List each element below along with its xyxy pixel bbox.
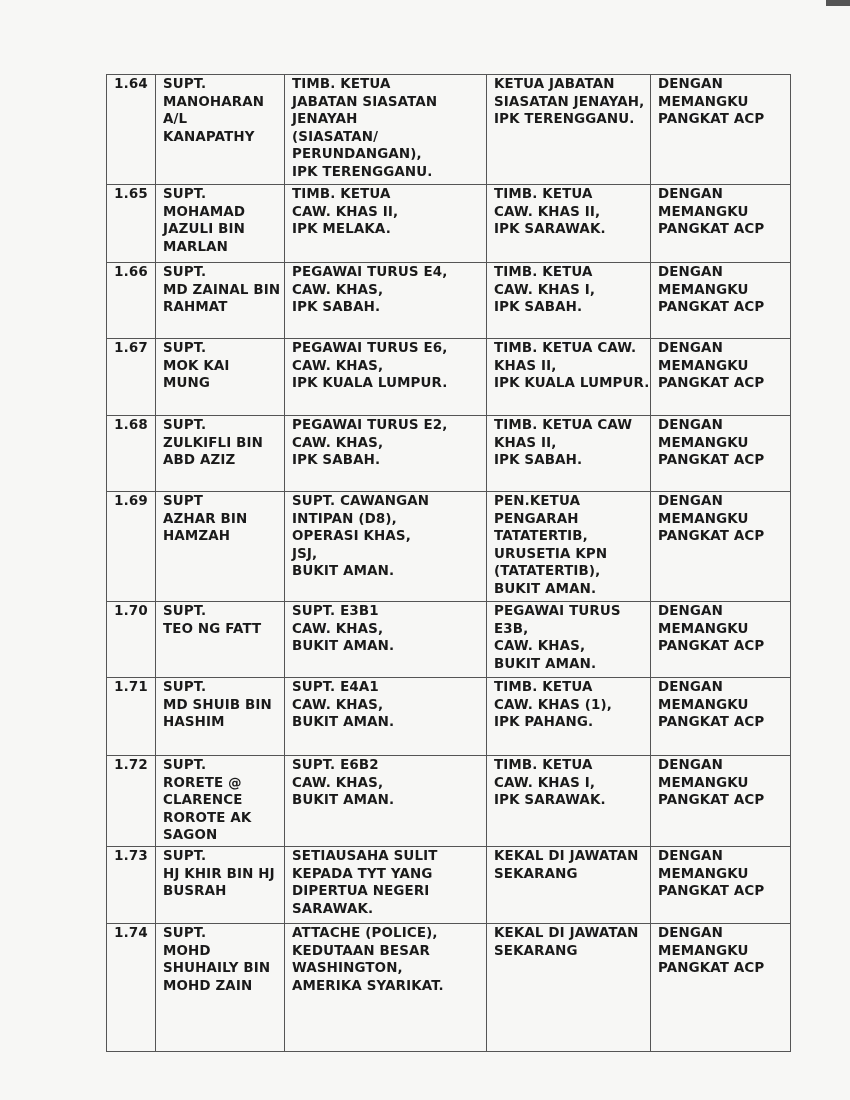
new-position-cell: [487, 492, 651, 602]
current-position-cell: [285, 602, 487, 678]
remark-line: PANGKAT ACP: [658, 453, 765, 469]
current-position-line: JSJ,: [292, 546, 318, 562]
new-position-line: SEKARANG: [494, 943, 578, 959]
new-position-line: KHAS II,: [494, 358, 557, 374]
current-position-line: IPK TERENGGANU.: [292, 164, 433, 180]
new-position-cell: [487, 185, 651, 263]
officer-name-line: MANOHARAN: [163, 94, 265, 110]
new-position-line: URUSETIA KPN: [494, 546, 608, 562]
new-position-cell: [487, 756, 651, 847]
remark-line: PANGKAT ACP: [658, 529, 765, 545]
officer-name-line: MARLAN: [163, 239, 229, 255]
officer-name-line: A/L: [163, 112, 188, 128]
current-position-line: (SIASATAN/: [292, 129, 379, 145]
new-position-line: CAW. KHAS I,: [494, 775, 596, 791]
current-position-line: IPK MELAKA.: [292, 222, 391, 238]
current-position-line: IPK KUALA LUMPUR.: [292, 376, 448, 392]
remark-line: DENGAN: [658, 494, 723, 509]
new-position-line: PEN.KETUA: [494, 494, 581, 509]
officer-posting-table: [106, 74, 791, 1052]
officer-name-line: MOK KAI: [163, 358, 230, 374]
row-number-cell: [107, 756, 156, 847]
new-position-line: BUKIT AMAN.: [494, 656, 597, 672]
remark-line: PANGKAT ACP: [658, 222, 765, 238]
remark-line: MEMANGKU: [658, 697, 749, 713]
current-position-line: CAW. KHAS,: [292, 282, 384, 298]
officer-name-line: SUPT.: [163, 187, 207, 202]
current-position-line: SARAWAK.: [292, 901, 374, 917]
remark-line: MEMANGKU: [658, 435, 749, 451]
row-number-cell: [107, 339, 156, 416]
remark-line: DENGAN: [658, 77, 723, 92]
new-position-line: TATATERTIB,: [494, 529, 588, 545]
new-position-line: KHAS II,: [494, 435, 557, 451]
remark-line: MEMANGKU: [658, 775, 749, 791]
new-position-cell: [487, 847, 651, 924]
new-position-cell: [487, 678, 651, 756]
remark-line: DENGAN: [658, 265, 723, 280]
remark-cell: [651, 263, 791, 339]
current-position-line: TIMB. KETUA: [292, 187, 391, 202]
new-position-line: (TATATERTIB),: [494, 564, 601, 580]
table-row: [107, 416, 791, 492]
officer-name-cell: [156, 678, 285, 756]
current-position-line: PEGAWAI TURUS E6,: [292, 341, 448, 356]
current-position-line: BUKIT AMAN.: [292, 564, 395, 580]
remark-cell: [651, 339, 791, 416]
row-number: 1.64: [114, 77, 148, 92]
new-position-line: IPK SARAWAK.: [494, 793, 606, 809]
new-position-line: IPK SABAH.: [494, 453, 583, 469]
current-position-cell: [285, 416, 487, 492]
officer-name-line: RAHMAT: [163, 300, 228, 316]
remark-line: MEMANGKU: [658, 94, 749, 110]
row-number-cell: [107, 924, 156, 1052]
officer-name-line: MD SHUIB BIN: [163, 697, 272, 713]
officer-name-line: MOHAMAD: [163, 204, 246, 220]
new-position-cell: [487, 416, 651, 492]
remark-line: DENGAN: [658, 758, 723, 773]
new-position-line: BUKIT AMAN.: [494, 581, 597, 597]
current-position-cell: [285, 75, 487, 185]
officer-name-cell: [156, 924, 285, 1052]
current-position-line: KEDUTAAN BESAR: [292, 943, 430, 959]
table-row: [107, 756, 791, 847]
current-position-line: JENAYAH: [292, 112, 358, 128]
row-number: 1.70: [114, 604, 148, 619]
row-number: 1.74: [114, 926, 148, 941]
current-position-line: OPERASI KHAS,: [292, 529, 411, 545]
current-position-line: PEGAWAI TURUS E4,: [292, 265, 448, 280]
new-position-cell: [487, 924, 651, 1052]
new-position-line: TIMB. KETUA: [494, 758, 593, 773]
current-position-line: JABATAN SIASATAN: [292, 94, 438, 110]
table-row: [107, 678, 791, 756]
current-position-line: AMERIKA SYARIKAT.: [292, 978, 444, 994]
remark-line: MEMANGKU: [658, 358, 749, 374]
officer-name-line: MOHD: [163, 943, 211, 959]
new-position-line: IPK PAHANG.: [494, 715, 594, 731]
row-number-cell: [107, 847, 156, 924]
table-row: [107, 924, 791, 1052]
table-row: [107, 847, 791, 924]
officer-name-cell: [156, 339, 285, 416]
current-position-line: IPK SABAH.: [292, 300, 381, 316]
new-position-line: IPK KUALA LUMPUR.: [494, 376, 650, 392]
new-position-line: IPK SABAH.: [494, 300, 583, 316]
officer-name-line: MD ZAINAL BIN: [163, 282, 281, 298]
new-position-line: TIMB. KETUA: [494, 680, 593, 695]
officer-name-line: SAGON: [163, 828, 218, 844]
remark-cell: [651, 602, 791, 678]
row-number: 1.66: [114, 265, 148, 280]
table-row: [107, 339, 791, 416]
remark-line: DENGAN: [658, 680, 723, 695]
current-position-cell: [285, 339, 487, 416]
new-position-line: PEGAWAI TURUS: [494, 604, 621, 619]
remark-line: DENGAN: [658, 604, 723, 619]
officer-name-line: MUNG: [163, 376, 210, 392]
remark-line: PANGKAT ACP: [658, 884, 765, 900]
remark-cell: [651, 678, 791, 756]
remark-line: MEMANGKU: [658, 204, 749, 220]
remark-line: MEMANGKU: [658, 282, 749, 298]
officer-name-cell: [156, 75, 285, 185]
current-position-line: INTIPAN (D8),: [292, 511, 397, 527]
officer-name-line: SUPT: [163, 494, 204, 509]
new-position-line: IPK TERENGGANU.: [494, 112, 635, 128]
remark-line: MEMANGKU: [658, 866, 749, 882]
remark-cell: [651, 924, 791, 1052]
current-position-line: PERUNDANGAN),: [292, 147, 422, 163]
officer-name-line: SUPT.: [163, 758, 207, 773]
row-number-cell: [107, 678, 156, 756]
new-position-line: SEKARANG: [494, 866, 578, 882]
remark-line: MEMANGKU: [658, 511, 749, 527]
current-position-line: BUKIT AMAN.: [292, 639, 395, 655]
officer-name-line: MOHD ZAIN: [163, 978, 253, 994]
current-position-cell: [285, 492, 487, 602]
current-position-line: DIPERTUA NEGERI: [292, 884, 430, 900]
new-position-line: PENGARAH: [494, 511, 579, 527]
officer-name-line: HJ KHIR BIN HJ: [163, 866, 275, 882]
row-number: 1.67: [114, 341, 148, 356]
current-position-line: SUPT. E3B1: [292, 604, 379, 619]
table-row: [107, 75, 791, 185]
row-number-cell: [107, 602, 156, 678]
current-position-line: CAW. KHAS,: [292, 775, 384, 791]
new-position-line: E3B,: [494, 621, 529, 637]
new-position-cell: [487, 339, 651, 416]
new-position-line: CAW. KHAS,: [494, 639, 586, 655]
current-position-cell: [285, 847, 487, 924]
current-position-cell: [285, 924, 487, 1052]
current-position-line: SUPT. E4A1: [292, 680, 379, 695]
row-number-cell: [107, 263, 156, 339]
row-number-cell: [107, 75, 156, 185]
officer-name-line: SUPT.: [163, 341, 207, 356]
row-number: 1.69: [114, 494, 148, 509]
remark-line: PANGKAT ACP: [658, 715, 765, 731]
officer-name-line: ROROTE AK: [163, 810, 252, 826]
officer-name-line: HAMZAH: [163, 529, 231, 545]
officer-name-line: ZULKIFLI BIN: [163, 435, 263, 451]
scan-edge-mark: [826, 0, 850, 6]
remark-cell: [651, 416, 791, 492]
current-position-line: BUKIT AMAN.: [292, 793, 395, 809]
remark-cell: [651, 847, 791, 924]
remark-line: DENGAN: [658, 341, 723, 356]
officer-name-line: CLARENCE: [163, 793, 243, 809]
remark-cell: [651, 185, 791, 263]
new-position-cell: [487, 602, 651, 678]
current-position-line: CAW. KHAS,: [292, 697, 384, 713]
officer-name-cell: [156, 492, 285, 602]
new-position-line: KEKAL DI JAWATAN: [494, 926, 639, 941]
current-position-line: KEPADA TYT YANG: [292, 866, 433, 882]
officer-name-line: SUPT.: [163, 926, 207, 941]
new-position-cell: [487, 75, 651, 185]
officer-name-line: KANAPATHY: [163, 129, 255, 145]
current-position-line: CAW. KHAS,: [292, 358, 384, 374]
row-number: 1.73: [114, 849, 148, 864]
current-position-line: TIMB. KETUA: [292, 77, 391, 92]
row-number: 1.71: [114, 680, 148, 695]
officer-name-line: ABD AZIZ: [163, 453, 236, 469]
officer-name-line: SUPT.: [163, 265, 207, 280]
officer-name-line: SUPT.: [163, 680, 207, 695]
officer-name-line: RORETE @: [163, 775, 242, 791]
officer-name-line: SUPT.: [163, 604, 207, 619]
remark-line: DENGAN: [658, 418, 723, 433]
officer-name-line: SUPT.: [163, 77, 207, 92]
remark-line: PANGKAT ACP: [658, 376, 765, 392]
officer-name-line: SUPT.: [163, 418, 207, 433]
table-row: [107, 602, 791, 678]
current-position-line: BUKIT AMAN.: [292, 715, 395, 731]
current-position-cell: [285, 263, 487, 339]
new-position-line: KEKAL DI JAWATAN: [494, 849, 639, 864]
remark-line: PANGKAT ACP: [658, 961, 765, 977]
new-position-line: KETUA JABATAN: [494, 77, 615, 92]
new-position-line: TIMB. KETUA: [494, 265, 593, 280]
current-position-line: PEGAWAI TURUS E2,: [292, 418, 448, 433]
new-position-line: CAW. KHAS II,: [494, 204, 601, 220]
remark-cell: [651, 75, 791, 185]
new-position-line: IPK SARAWAK.: [494, 222, 606, 238]
table-row: [107, 492, 791, 602]
current-position-line: SUPT. CAWANGAN: [292, 494, 430, 509]
row-number-cell: [107, 416, 156, 492]
current-position-line: SETIAUSAHA SULIT: [292, 849, 438, 864]
current-position-cell: [285, 756, 487, 847]
remark-line: PANGKAT ACP: [658, 300, 765, 316]
remark-line: PANGKAT ACP: [658, 112, 765, 128]
new-position-line: TIMB. KETUA CAW: [494, 418, 633, 433]
new-position-cell: [487, 263, 651, 339]
current-position-line: ATTACHE (POLICE),: [292, 926, 438, 941]
current-position-cell: [285, 185, 487, 263]
new-position-line: CAW. KHAS (1),: [494, 697, 613, 713]
row-number: 1.72: [114, 758, 148, 773]
remark-line: DENGAN: [658, 187, 723, 202]
current-position-cell: [285, 678, 487, 756]
officer-name-cell: [156, 416, 285, 492]
table-row: [107, 185, 791, 263]
new-position-line: TIMB. KETUA CAW.: [494, 341, 637, 356]
remark-line: PANGKAT ACP: [658, 793, 765, 809]
new-position-line: SIASATAN JENAYAH,: [494, 94, 645, 110]
new-position-line: TIMB. KETUA: [494, 187, 593, 202]
officer-name-cell: [156, 847, 285, 924]
current-position-line: SUPT. E6B2: [292, 758, 379, 773]
table-row: [107, 263, 791, 339]
current-position-line: CAW. KHAS II,: [292, 204, 399, 220]
new-position-line: CAW. KHAS I,: [494, 282, 596, 298]
current-position-line: IPK SABAH.: [292, 453, 381, 469]
officer-name-line: BUSRAH: [163, 884, 227, 900]
current-position-line: WASHINGTON,: [292, 961, 403, 977]
officer-name-line: AZHAR BIN: [163, 511, 248, 527]
row-number-cell: [107, 492, 156, 602]
remark-line: MEMANGKU: [658, 943, 749, 959]
row-number: 1.68: [114, 418, 148, 433]
remark-cell: [651, 492, 791, 602]
officer-name-line: SUPT.: [163, 849, 207, 864]
officer-name-cell: [156, 756, 285, 847]
remark-line: MEMANGKU: [658, 621, 749, 637]
row-number-cell: [107, 185, 156, 263]
current-position-line: CAW. KHAS,: [292, 621, 384, 637]
officer-name-cell: [156, 263, 285, 339]
remark-line: DENGAN: [658, 926, 723, 941]
current-position-line: CAW. KHAS,: [292, 435, 384, 451]
officer-name-line: HASHIM: [163, 715, 225, 731]
row-number: 1.65: [114, 187, 148, 202]
officer-name-line: SHUHAILY BIN: [163, 961, 271, 977]
remark-line: DENGAN: [658, 849, 723, 864]
remark-cell: [651, 756, 791, 847]
officer-name-cell: [156, 185, 285, 263]
remark-line: PANGKAT ACP: [658, 639, 765, 655]
officer-name-line: JAZULI BIN: [163, 222, 246, 238]
officer-name-line: TEO NG FATT: [163, 621, 262, 637]
officer-name-cell: [156, 602, 285, 678]
